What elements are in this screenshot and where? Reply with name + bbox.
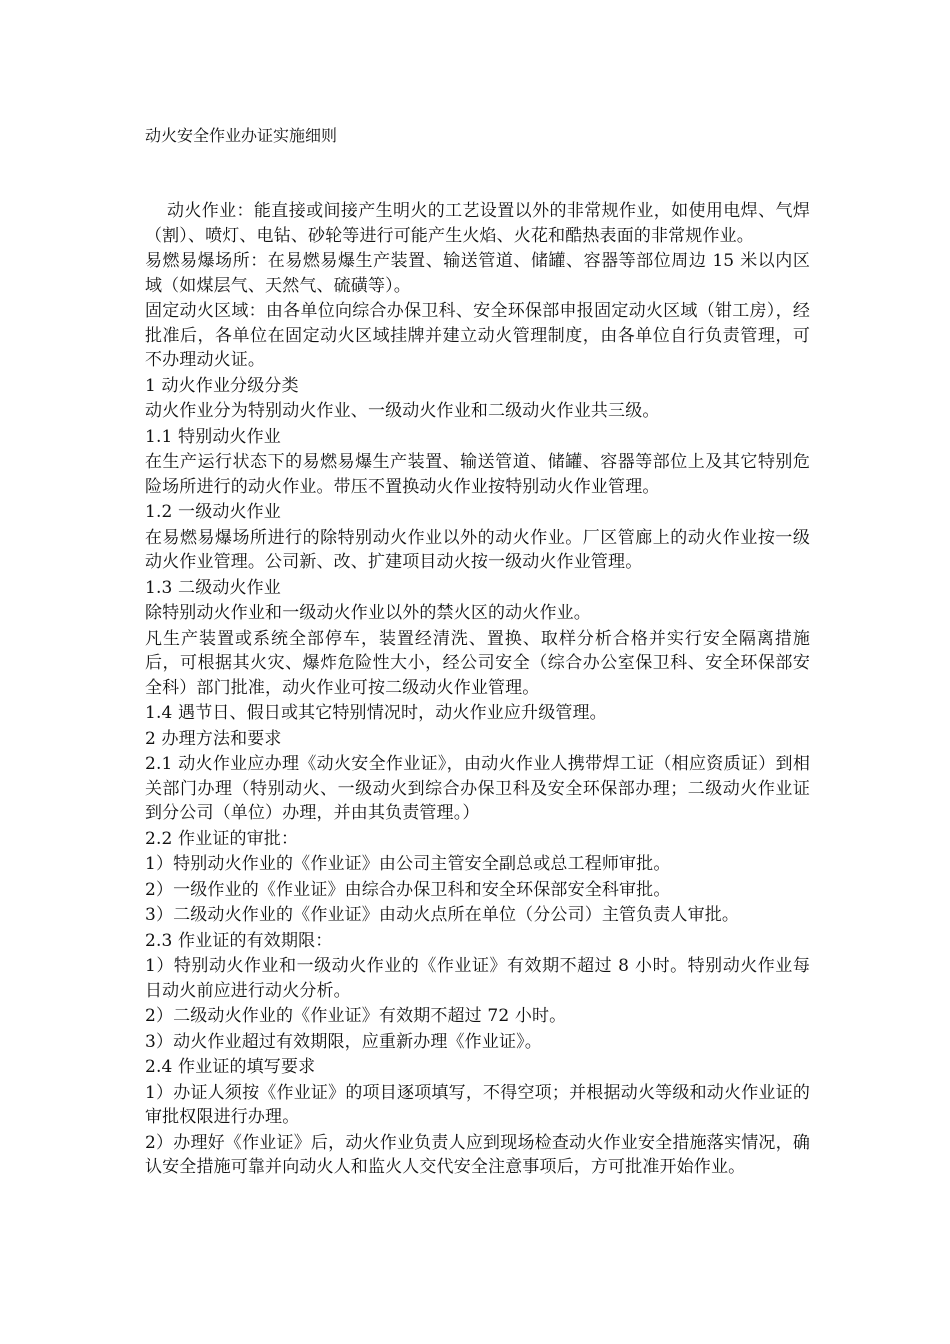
- document-body: [145, 199, 810, 1181]
- body-paragraph: 3）动火作业超过有效期限，应重新办理《作业证》。: [145, 1031, 542, 1052]
- body-paragraph: 在易燃易爆场所进行的除特别动火作业以外的动火作业。厂区管廊上的动火作业按一级动火作业管理。公司新、改、扩建项目动火按一级动火作业管理。: [145, 527, 810, 572]
- body-paragraph: 固定动火区域：由各单位向综合办保卫科、安全环保部申报固定动火区域（钳工房），经批准后，各单位在固定动火区域挂牌并建立动火管理制度，由各单位自行负责管理，可不办理动火证。: [145, 301, 810, 370]
- body-paragraph: 易燃易爆场所：在易燃易爆生产装置、输送管道、储罐、容器等部位周边 15 米以内区域（如煤层气、天然气、硫磺等）。: [145, 251, 810, 296]
- document-title: 动火安全作业办证实施细则: [145, 126, 338, 145]
- body-paragraph: 在生产运行状态下的易燃易爆生产装置、输送管道、储罐、容器等部位上及其它特别危险场所进行的动火作业。带压不置换动火作业按特别动火作业管理。: [145, 452, 810, 497]
- body-paragraph: 2）一级作业的《作业证》由综合办保卫科和安全环保部安全科审批。: [145, 879, 671, 900]
- section-heading: 1 动火作业分级分类: [145, 375, 299, 396]
- body-paragraph: 2）二级动火作业的《作业证》有效期不超过 72 小时。: [145, 1006, 567, 1026]
- section-heading: 2.4 作业证的填写要求: [145, 1057, 316, 1077]
- body-paragraph: 2.1 动火作业应办理《动火安全作业证》，由动火作业人携带焊工证（相应资质证）到相关部门办理（特别动火、一级动火到综合办保卫科及安全环保部办理；二级动火作业证到分公司（单位）办理，并由其负责管理。）: [145, 754, 810, 823]
- body-paragraph: 除特别动火作业和一级动火作业以外的禁火区的动火作业。: [145, 603, 591, 623]
- body-paragraph: 3）二级动火作业的《作业证》由动火点所在单位（分公司）主管负责人审批。: [145, 905, 740, 925]
- body-paragraph: 1）特别动火作业的《作业证》由公司主管安全副总或总工程师审批。: [145, 854, 671, 874]
- body-paragraph: 1）办证人须按《作业证》的项目逐项填写，不得空项；并根据动火等级和动火作业证的审批权限进行办理。: [145, 1082, 810, 1127]
- body-paragraph: 凡生产装置或系统全部停车，装置经清洗、置换、取样分析合格并实行安全隔离措施后，可根据其火灾、爆炸危险性大小，经公司安全（综合办公室保卫科、安全环保部安全科）部门批准，动火作业可按二级动火作业管理。: [145, 628, 810, 698]
- section-heading: 1.2 一级动火作业: [145, 502, 281, 522]
- body-paragraph: 动火作业：能直接或间接产生明火的工艺设置以外的非常规作业，如使用电焊、气焊（割）、喷灯、电钻、砂轮等进行可能产生火焰、火花和酷热表面的非常规作业。: [145, 201, 810, 246]
- section-heading: 1.3 二级动火作业: [145, 577, 281, 598]
- body-paragraph: 1.4 遇节日、假日或其它特别情况时，动火作业应升级管理。: [145, 703, 607, 723]
- section-heading: 1.1 特别动火作业: [145, 426, 281, 447]
- section-heading: 2 办理方法和要求: [145, 728, 282, 749]
- body-paragraph: 2）办理好《作业证》后，动火作业负责人应到现场检查动火作业安全措施落实情况，确认安全措施可靠并向动火人和监火人交代安全注意事项后，方可批准开始作业。: [145, 1132, 810, 1177]
- body-paragraph: 动火作业分为特别动火作业、一级动火作业和二级动火作业共三级。: [145, 401, 660, 421]
- section-heading: 2.2 作业证的审批：: [145, 828, 299, 849]
- body-paragraph: 1）特别动火作业和一级动火作业的《作业证》有效期不超过 8 小时。特别动火作业每日动火前应进行动火分析。: [145, 956, 810, 1001]
- section-heading: 2.3 作业证的有效期限：: [145, 930, 333, 951]
